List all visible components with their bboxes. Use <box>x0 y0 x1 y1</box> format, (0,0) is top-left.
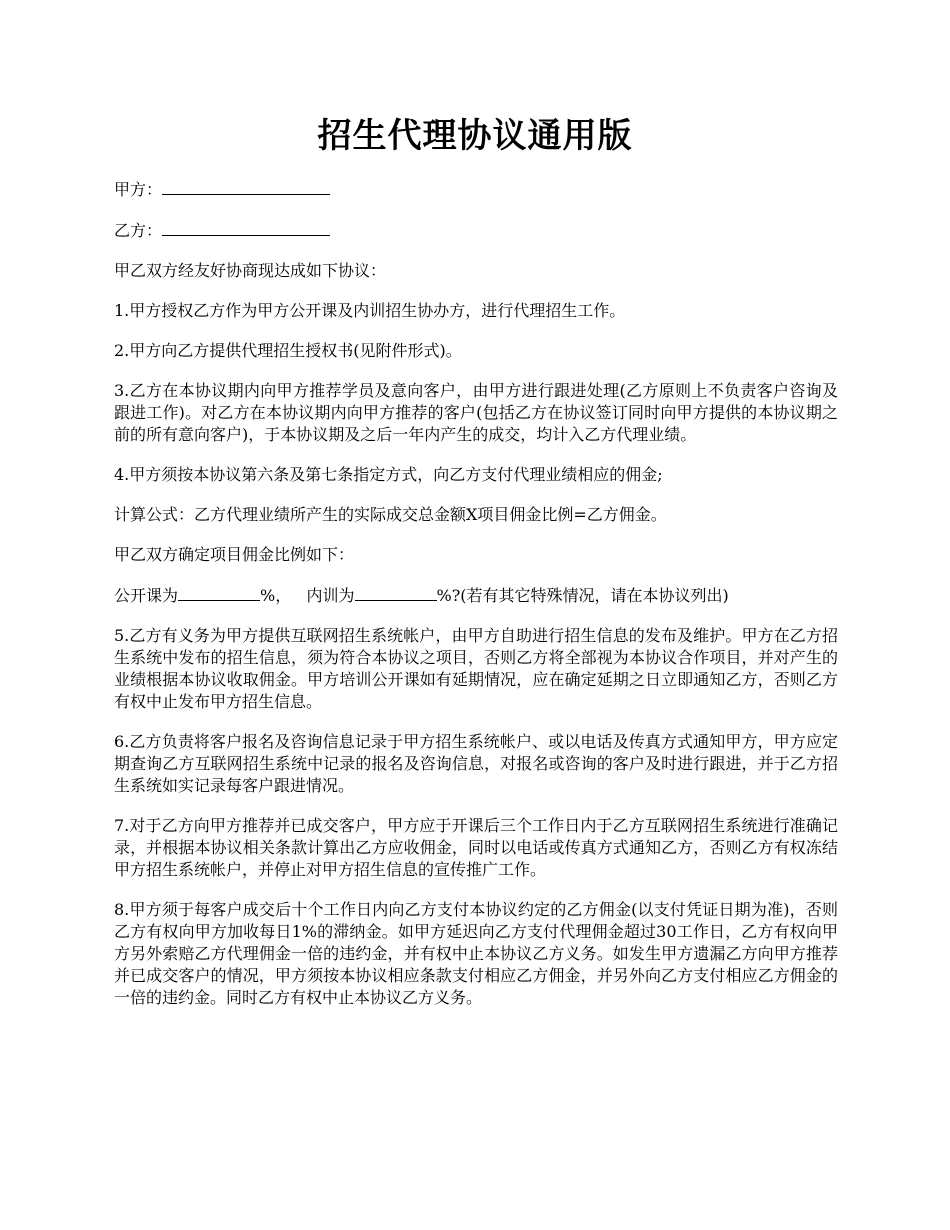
intro-paragraph: 甲乙双方经友好协商现达成如下协议： <box>114 261 387 280</box>
ratio-intro: 甲乙双方确定项目佣金比例如下： <box>114 545 355 564</box>
clause-1: 1.甲方授权乙方作为甲方公开课及内训招生协办方，进行代理招生工作。 <box>114 301 626 320</box>
clause-2: 2.甲方向乙方提供代理招生授权书(见附件形式)。 <box>114 341 462 360</box>
clause-4: 4.甲方须按本协议第六条及第七条指定方式，向乙方支付代理业绩相应的佣金; <box>114 465 663 484</box>
ratio-public-suffix: %， <box>260 586 292 605</box>
ratio-internal-blank <box>355 584 437 601</box>
document-title: 招生代理协议通用版 <box>317 116 633 156</box>
clause-7: 7.对于乙方向甲方推荐并已成交客户，甲方应于开课后三个工作日内于乙方互联网招生系统进行准确记录，并根据本协议相关条款计算出乙方应收佣金，同时以电话或传真方式通知乙方，否则乙方有权冻结甲方招生系统帐户，并停止对甲方招生信息的宣传推广工作。 <box>114 816 838 879</box>
party-b-blank <box>162 219 330 236</box>
clause-5: 5.乙方有义务为甲方提供互联网招生系统帐户，由甲方自助进行招生信息的发布及维护。甲方在乙方招生系统中发布的招生信息，须为符合本协议之项目，否则乙方将全部视为本协议合作项目，并对产生的业绩根据本协议收取佣金。甲方培训公开课如有延期情况，应在确定延期之日立即通知乙方，否则乙方有权中止发布甲方招生信息。 <box>114 626 838 711</box>
clause-8: 8.甲方须于每客户成交后十个工作日内向乙方支付本协议约定的乙方佣金(以支付凭证日期为准)，否则乙方有权向甲方加收每日1%的滞纳金。如甲方延迟向乙方支付代理佣金超过30工作日，乙方有权向甲方另外索赔乙方代理佣金一倍的违约金，并有权中止本协议乙方义务。如发生甲方遗漏乙方向甲方推荐并已成交客户的情况，甲方须按本协议相应条款支付相应乙方佣金，并另外向乙方支付相应乙方佣金的一倍的违约金。同时乙方有权中止本协议乙方义务。 <box>114 900 838 1007</box>
party-a-line <box>114 178 838 201</box>
ratio-public-blank <box>178 584 260 601</box>
ratio-public-label: 公开课为 <box>114 586 179 605</box>
party-a-blank <box>162 178 330 195</box>
formula-paragraph: 计算公式：乙方代理业绩所产生的实际成交总金额X项目佣金比例=乙方佣金。 <box>114 505 667 524</box>
clause-6: 6.乙方负责将客户报名及咨询信息记录于甲方招生系统帐户、或以电话及传真方式通知甲方，甲方应定期查询乙方互联网招生系统中记录的报名及咨询信息，对报名或咨询的客户及时进行跟进，并于乙方招生系统如实记录每客户跟进情况。 <box>114 732 838 795</box>
clause-3: 3.乙方在本协议期内向甲方推荐学员及意向客户，由甲方进行跟进处理(乙方原则上不负责客户咨询及跟进工作)。对乙方在本协议期内向甲方推荐的客户(包括乙方在协议签订同时向甲方提供的本协议期之前的所有意向客户)，于本协议期及之后一年内产生的成交，均计入乙方代理业绩。 <box>114 381 838 444</box>
ratio-line <box>114 584 838 607</box>
ratio-internal-suffix: %?(若有其它特殊情况，请在本协议列出) <box>436 586 729 605</box>
party-b-line <box>114 219 838 242</box>
document-body <box>114 178 838 1027</box>
party-b-label: 乙方： <box>114 221 163 240</box>
party-a-label: 甲方： <box>114 180 163 199</box>
ratio-internal-label: 内训为 <box>306 586 355 605</box>
